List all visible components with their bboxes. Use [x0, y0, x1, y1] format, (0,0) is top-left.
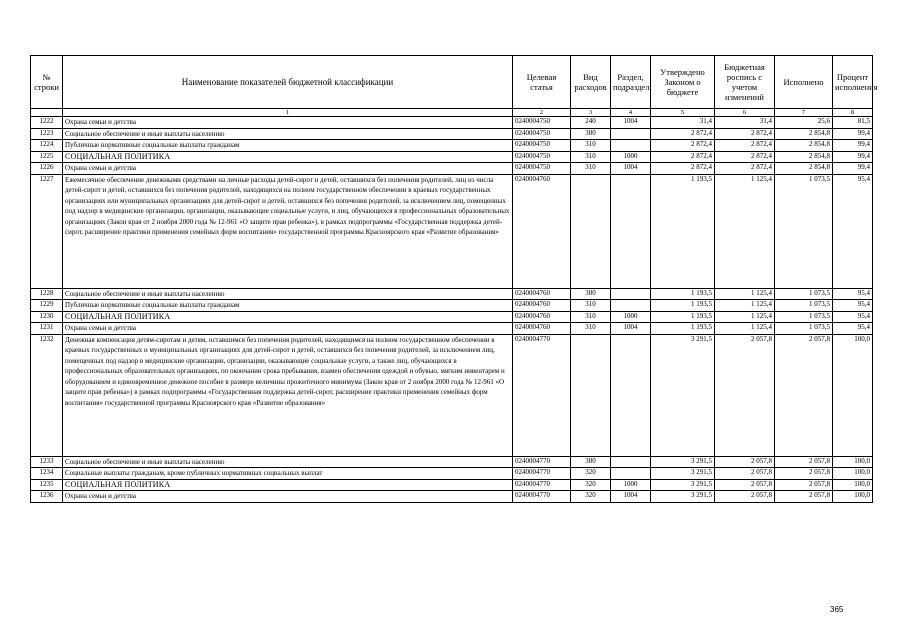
- budget-list-value: 2 057,8: [715, 491, 775, 503]
- target-article: 0240004760: [513, 323, 571, 335]
- column-number: 3: [571, 109, 611, 117]
- budget-list-value: 31,4: [715, 117, 775, 129]
- approved-value: 2 872,4: [651, 128, 715, 140]
- expense-type: 310: [571, 151, 611, 163]
- indicator-name: СОЦИАЛЬНАЯ ПОЛИТИКА: [63, 151, 513, 163]
- row-number: 1224: [31, 140, 63, 152]
- approved-value: 1 193,5: [651, 300, 715, 312]
- approved-value: 2 872,4: [651, 163, 715, 175]
- header-section: Раздел, подраздел: [611, 56, 651, 109]
- column-number: 1: [63, 109, 513, 117]
- target-article: 0240004760: [513, 311, 571, 323]
- indicator-name: Социальные выплаты гражданам, кроме публичных нормативных социальных выплат: [63, 468, 513, 480]
- row-number: 1226: [31, 163, 63, 175]
- executed-value: 2 854,8: [775, 140, 833, 152]
- section: [611, 300, 651, 312]
- expense-type: 320: [571, 468, 611, 480]
- target-article: 0240004770: [513, 456, 571, 468]
- approved-value: 1 193,5: [651, 288, 715, 300]
- percent-value: 100,0: [833, 468, 873, 480]
- budget-list-value: 2 872,4: [715, 128, 775, 140]
- budget-list-value: 2 872,4: [715, 151, 775, 163]
- target-article: 0240004770: [513, 468, 571, 480]
- executed-value: 2 057,8: [775, 491, 833, 503]
- table-row: [31, 288, 873, 300]
- percent-value: 99,4: [833, 140, 873, 152]
- approved-value: 3 291,5: [651, 468, 715, 480]
- section: [611, 128, 651, 140]
- header-target-article: Целевая статья: [513, 56, 571, 109]
- table-row: [31, 479, 873, 491]
- budget-list-value: 1 125,4: [715, 288, 775, 300]
- indicator-name: СОЦИАЛЬНАЯ ПОЛИТИКА: [63, 479, 513, 491]
- budget-list-value: 2 057,8: [715, 468, 775, 480]
- budget-list-value: 2 057,8: [715, 334, 775, 456]
- percent-value: 95,4: [833, 288, 873, 300]
- indicator-name: Охрана семьи и детства: [63, 117, 513, 129]
- table-row: [31, 311, 873, 323]
- row-number: 1223: [31, 128, 63, 140]
- header-approved: Утверждено Законом о бюджете: [651, 56, 715, 109]
- approved-value: 2 872,4: [651, 140, 715, 152]
- approved-value: 1 193,5: [651, 174, 715, 288]
- column-number: 5: [651, 109, 715, 117]
- table-body: [31, 117, 873, 503]
- table-row: [31, 334, 873, 456]
- header-executed: Исполнено: [775, 56, 833, 109]
- expense-type: [571, 334, 611, 456]
- executed-value: 2 057,8: [775, 456, 833, 468]
- table-row: [31, 300, 873, 312]
- section: 1004: [611, 491, 651, 503]
- table-row: [31, 151, 873, 163]
- column-number: 2: [513, 109, 571, 117]
- target-article: 0240004760: [513, 288, 571, 300]
- percent-value: 100,0: [833, 456, 873, 468]
- budget-list-value: 2 057,8: [715, 479, 775, 491]
- row-number: 1230: [31, 311, 63, 323]
- target-article: 0240004770: [513, 334, 571, 456]
- table-row: [31, 323, 873, 335]
- section: [611, 140, 651, 152]
- section: [611, 174, 651, 288]
- percent-value: 95,4: [833, 323, 873, 335]
- executed-value: 2 854,8: [775, 128, 833, 140]
- header-row: [31, 56, 873, 109]
- executed-value: 1 073,5: [775, 174, 833, 288]
- percent-value: 100,0: [833, 479, 873, 491]
- executed-value: 2 057,8: [775, 468, 833, 480]
- row-number: 1222: [31, 117, 63, 129]
- budget-list-value: 2 872,4: [715, 140, 775, 152]
- executed-value: 1 073,5: [775, 323, 833, 335]
- indicator-name: Ежемесячное обеспечение денежными средствами на личные расходы детей-сирот и детей, оставшихся без попечения родителей, лиц из числа детей-сирот и детей, оставшихся без попечения родителей, находящихся на полном государственном обеспечении в краевых государственных организациях или муниципальных организациях для детей-сирот и детей, оставшихся без попечения родителей, за исключением лиц, помещенных под надзор в медицинские организации, организации, оказывающие социальные услуги, и лиц, обучающихся в профессиональных образовательных организациях (Закон края от 2 ноября 2000 года № 12-961 «О защите прав ребенка»), в рамках подпрограммы «Государственная поддержка детей-сирот, расширение практики применения семейных форм воспитания» государственной программы Красноярского края «Развитие образования»: [63, 174, 513, 288]
- budget-list-value: 1 125,4: [715, 323, 775, 335]
- budget-list-value: 2 872,4: [715, 163, 775, 175]
- target-article: 0240004770: [513, 479, 571, 491]
- indicator-name: Публичные нормативные социальные выплаты гражданам: [63, 300, 513, 312]
- indicator-name: Социальное обеспечение и иные выплаты населению: [63, 128, 513, 140]
- section: 1000: [611, 479, 651, 491]
- executed-value: 2 057,8: [775, 334, 833, 456]
- executed-value: 2 854,8: [775, 163, 833, 175]
- column-number: 8: [833, 109, 873, 117]
- executed-value: 1 073,5: [775, 311, 833, 323]
- budget-list-value: 1 125,4: [715, 174, 775, 288]
- indicator-name: Публичные нормативные социальные выплаты гражданам: [63, 140, 513, 152]
- expense-type: 320: [571, 479, 611, 491]
- column-number: [31, 109, 63, 117]
- percent-value: 99,4: [833, 163, 873, 175]
- expense-type: 310: [571, 311, 611, 323]
- expense-type: 240: [571, 117, 611, 129]
- row-number: 1233: [31, 456, 63, 468]
- row-number: 1236: [31, 491, 63, 503]
- budget-table: [30, 55, 878, 503]
- indicator-name: Охрана семьи и детства: [63, 163, 513, 175]
- table-row: [31, 140, 873, 152]
- percent-value: 95,4: [833, 174, 873, 288]
- percent-value: 95,4: [833, 311, 873, 323]
- target-article: 0240004750: [513, 151, 571, 163]
- percent-value: 81,5: [833, 117, 873, 129]
- approved-value: 2 872,4: [651, 151, 715, 163]
- row-number: 1225: [31, 151, 63, 163]
- section: 1000: [611, 151, 651, 163]
- budget-list-value: 1 125,4: [715, 300, 775, 312]
- approved-value: 1 193,5: [651, 323, 715, 335]
- executed-value: 1 073,5: [775, 300, 833, 312]
- section: 1004: [611, 323, 651, 335]
- column-number: 6: [715, 109, 775, 117]
- expense-type: 310: [571, 323, 611, 335]
- table-row: [31, 174, 873, 288]
- header-indicator-name: Наименование показателей бюджетной классификации: [63, 56, 513, 109]
- indicator-name: Охрана семьи и детства: [63, 491, 513, 503]
- target-article: 0240004770: [513, 491, 571, 503]
- table-row: [31, 468, 873, 480]
- row-number: 1232: [31, 334, 63, 456]
- target-article: 0240004750: [513, 140, 571, 152]
- expense-type: 300: [571, 456, 611, 468]
- table-row: [31, 491, 873, 503]
- header-budget-list: Бюджетная роспись с учетом изменений: [715, 56, 775, 109]
- indicator-name: Денежная компенсация детям-сиротам и детям, оставшимся без попечения родителей, находящимся на полном государственном обеспечении в краевых государственных и муниципальных организациях для детей-сирот и детей, оставшихся без попечения родителей, за исключением лиц, помещенных под надзор в медицинские организации, организации, оказывающие социальные услуги, а также лиц, обучающихся в профессиональных образовательных организациях, по окончании срока пребывания, взамен обеспечения одеждой и обувью, мягким инвентарем и оборудованием и единовременное денежное пособие в размере величины прожиточного минимума (Закон края от 2 ноября 2000 года № 12-961 «О защите прав ребенка») в рамках подпрограммы «Государственная поддержка детей-сирот, расширение практики применения семейных форм воспитания» государственной программы Красноярского края «Развитие образования»: [63, 334, 513, 456]
- expense-type: [571, 174, 611, 288]
- executed-value: 25,6: [775, 117, 833, 129]
- target-article: 0240004750: [513, 163, 571, 175]
- section: 1004: [611, 117, 651, 129]
- target-article: 0240004750: [513, 128, 571, 140]
- budget-list-value: 2 057,8: [715, 456, 775, 468]
- budget-list-value: 1 125,4: [715, 311, 775, 323]
- indicator-name: Социальное обеспечение и иные выплаты населению: [63, 456, 513, 468]
- row-number: 1227: [31, 174, 63, 288]
- expense-type: 310: [571, 140, 611, 152]
- expense-type: 320: [571, 491, 611, 503]
- executed-value: 2 854,8: [775, 151, 833, 163]
- section: [611, 334, 651, 456]
- indicator-name: СОЦИАЛЬНАЯ ПОЛИТИКА: [63, 311, 513, 323]
- approved-value: 1 193,5: [651, 311, 715, 323]
- section: 1004: [611, 163, 651, 175]
- percent-value: 99,4: [833, 128, 873, 140]
- column-number: 7: [775, 109, 833, 117]
- section: 1000: [611, 311, 651, 323]
- approved-value: 3 291,5: [651, 491, 715, 503]
- expense-type: 300: [571, 128, 611, 140]
- header-row-number: № строки: [31, 56, 63, 109]
- row-number: 1234: [31, 468, 63, 480]
- percent-value: 100,0: [833, 334, 873, 456]
- indicator-name: Социальное обеспечение и иные выплаты населению: [63, 288, 513, 300]
- expense-type: 310: [571, 300, 611, 312]
- row-number: 1229: [31, 300, 63, 312]
- approved-value: 31,4: [651, 117, 715, 129]
- percent-value: 99,4: [833, 151, 873, 163]
- executed-value: 2 057,8: [775, 479, 833, 491]
- section: [611, 288, 651, 300]
- header-percent: Процент исполнения: [833, 56, 873, 109]
- page-number: 365: [830, 605, 844, 614]
- approved-value: 3 291,5: [651, 456, 715, 468]
- target-article: 0240004750: [513, 117, 571, 129]
- approved-value: 3 291,5: [651, 479, 715, 491]
- target-article: 0240004760: [513, 174, 571, 288]
- target-article: 0240004760: [513, 300, 571, 312]
- table-row: [31, 117, 873, 129]
- executed-value: 1 073,5: [775, 288, 833, 300]
- row-number: 1231: [31, 323, 63, 335]
- approved-value: 3 291,5: [651, 334, 715, 456]
- section: [611, 456, 651, 468]
- column-number: 4: [611, 109, 651, 117]
- percent-value: 95,4: [833, 300, 873, 312]
- row-number: 1235: [31, 479, 63, 491]
- expense-type: 310: [571, 163, 611, 175]
- column-number-row: [31, 109, 873, 117]
- section: [611, 468, 651, 480]
- row-number: 1228: [31, 288, 63, 300]
- table-row: [31, 456, 873, 468]
- table-row: [31, 128, 873, 140]
- expense-type: 300: [571, 288, 611, 300]
- budget-table-sheet: [30, 55, 878, 503]
- table-row: [31, 163, 873, 175]
- indicator-name: Охрана семьи и детства: [63, 323, 513, 335]
- percent-value: 100,0: [833, 491, 873, 503]
- header-expense-type: Вид расходов: [571, 56, 611, 109]
